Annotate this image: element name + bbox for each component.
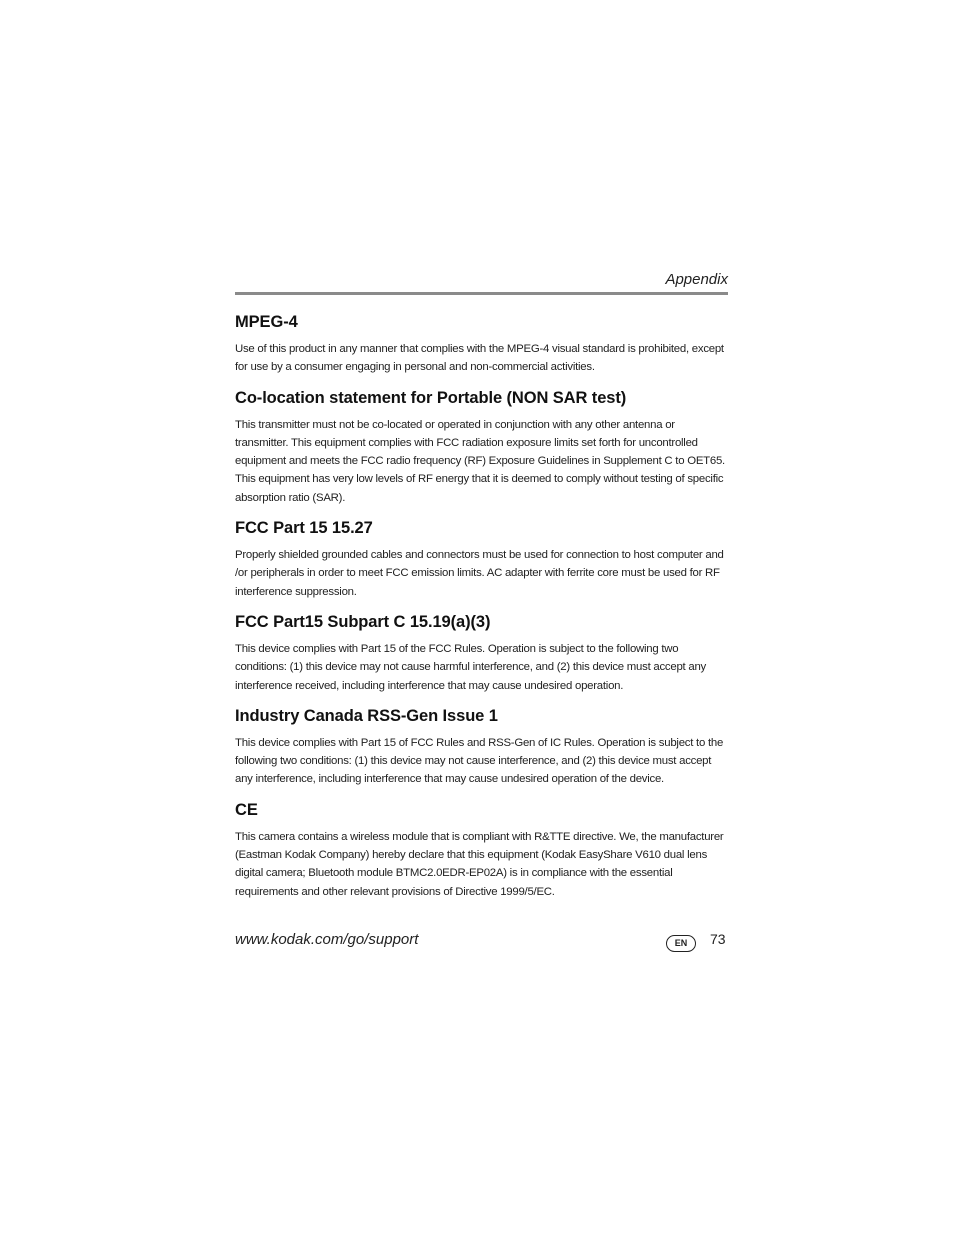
page-number: 73 <box>710 931 726 947</box>
section-heading: MPEG-4 <box>235 313 298 331</box>
section-body: This transmitter must not be co-located or operated in conjunction with any other antenna or transmitter. This equipment complies with FCC radiation exposure limits set forth for uncontrolled equipment and meets the FCC radio frequency (RF) Exposure Guidelines in Supplement C to OET65. This equipment has very low levels of RF energy that it is deemed to comply without testing of specific absorption ratio (SAR). <box>235 418 725 504</box>
section-heading: Co-location statement for Portable (NON SAR test) <box>235 388 627 407</box>
section-heading: Industry Canada RSS-Gen Issue 1 <box>235 706 498 725</box>
section-mpeg4 <box>235 311 728 377</box>
section-body: Use of this product in any manner that complies with the MPEG-4 visual standard is prohibited, except for use by a consumer engaging in personal and non-commercial activities. <box>235 343 724 374</box>
section-fcc-part15-1527 <box>235 517 728 601</box>
section-body: This device complies with Part 15 of FCC Rules and RSS-Gen of IC Rules. Operation is subject to the following two conditions: (1) this device may not cause interference, and (2) this device must accept any interference, including interference that may cause undesired operation of the device. <box>235 736 724 786</box>
header-rule <box>235 292 728 295</box>
page-content <box>235 311 728 911</box>
section-body: Properly shielded grounded cables and connectors must be used for connection to host computer and /or peripherals in order to meet FCC emission limits. AC adapter with ferrite core must be used for RF interference suppression. <box>235 549 724 598</box>
section-colocation <box>235 387 728 507</box>
section-heading: FCC Part15 Subpart C 15.19(a)(3) <box>235 612 491 631</box>
section-heading: CE <box>235 800 258 819</box>
section-fcc-subpart-c <box>235 611 728 695</box>
language-badge: EN <box>666 935 696 952</box>
section-body: This device complies with Part 15 of the FCC Rules. Operation is subject to the following two conditions: (1) this device may not cause harmful interference, and (2) this device must accept any interference received, including interference that may cause undesired operation. <box>235 642 706 692</box>
section-industry-canada <box>235 705 728 789</box>
page-footer <box>235 931 728 955</box>
support-url-link[interactable]: www.kodak.com/go/support <box>235 931 419 948</box>
section-ce <box>235 799 728 901</box>
running-header: Appendix <box>665 271 728 288</box>
section-heading: FCC Part 15 15.27 <box>235 519 373 538</box>
section-body: This camera contains a wireless module that is compliant with R&TTE directive. We, the manufacturer (Eastman Kodak Company) hereby declare that this equipment (Kodak EasyShare V610 dual lens digital camera; Bluetooth module BTMC2.0EDR-EP02A) is in compliance with the essential requirements and other relevant provisions of Directive 1999/5/EC. <box>235 830 724 898</box>
